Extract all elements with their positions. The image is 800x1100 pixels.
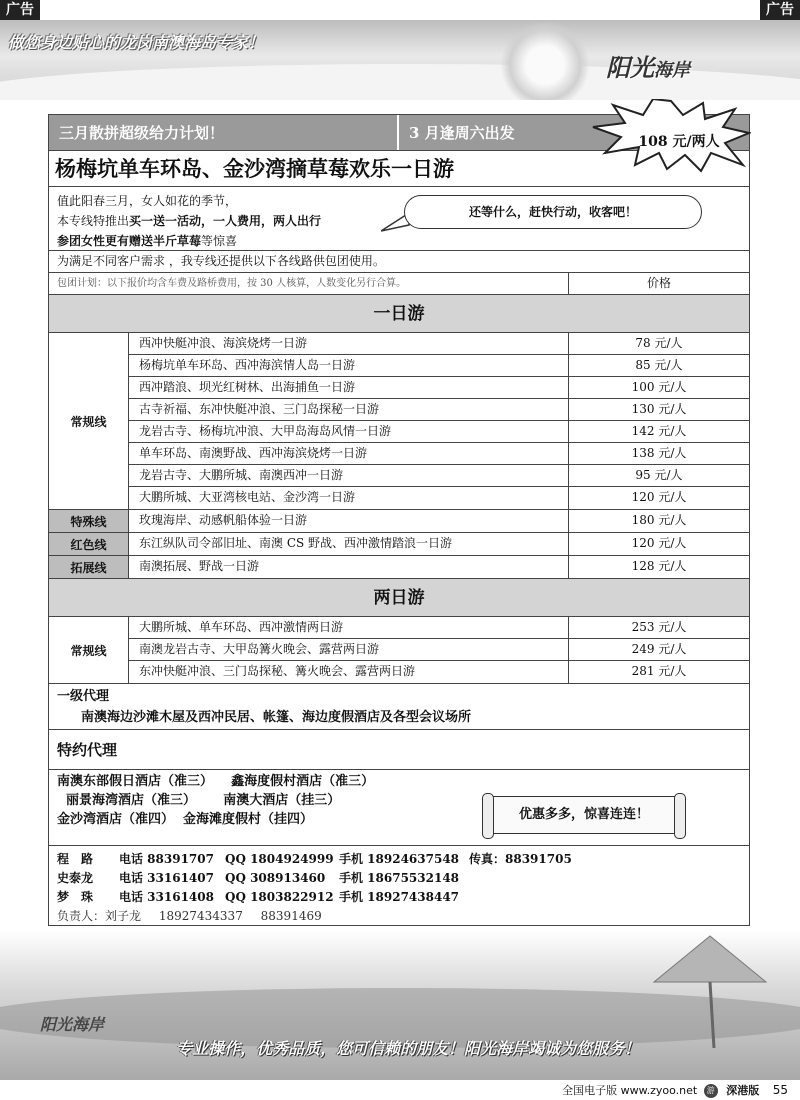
route-name: 大鹏所城、单车环岛、西冲激情两日游: [129, 617, 569, 638]
intro-line-3-bold: 参团女性更有赠送半斤草莓: [57, 234, 202, 248]
beach-umbrella-icon: [650, 930, 770, 1050]
route-name: 西冲踏浪、坝光红树林、出海捕鱼一日游: [129, 377, 569, 398]
route-name: 南澳龙岩古寺、大甲岛篝火晚会、露营两日游: [129, 639, 569, 660]
route-row: [129, 639, 749, 661]
table-header-price: 价格: [646, 276, 671, 290]
contact-name: 梦 珠: [57, 890, 94, 904]
intro: [49, 187, 749, 251]
page-number: 55: [772, 1083, 788, 1097]
route-group: [49, 333, 749, 510]
route-price: 85 元/人: [635, 358, 683, 372]
route-category: 常规线: [49, 333, 129, 509]
route-row: [129, 487, 749, 509]
primary-agent: [49, 684, 749, 730]
route-price: 138 元/人: [631, 446, 687, 460]
route-row: [129, 465, 749, 487]
sun-graphic: [500, 20, 590, 100]
contact-mobile: 手机 18924637548: [339, 852, 460, 866]
contact-fax: 传真：88391705: [469, 852, 572, 866]
primary-agent-title: 一级代理: [57, 689, 110, 704]
route-price: 120 元/人: [631, 490, 687, 504]
route-row: [129, 399, 749, 421]
contact-row: [57, 888, 741, 907]
route-price: 130 元/人: [631, 402, 687, 416]
route-name: 龙岩古寺、杨梅坑冲浪、大甲岛海岛风情一日游: [129, 421, 569, 442]
travel-badge-icon: 游: [704, 1084, 718, 1098]
contact-tel: 电话 33161407: [119, 871, 214, 885]
route-price: 253 元/人: [631, 620, 687, 634]
contact-row: [57, 869, 741, 888]
hotel-line: 南澳东部假日酒店（准三） 鑫海度假村酒店（准三）: [57, 774, 375, 789]
contact-qq: QQ 308913460: [225, 871, 326, 885]
contact-name: 程 路: [57, 852, 94, 866]
contact-mobile: 手机 18927438447: [339, 890, 460, 904]
edition-text: 全国电子版 www.zyoo.net: [562, 1084, 698, 1097]
contact-row: [57, 850, 741, 869]
route-name: 大鹏所城、大亚湾核电站、金沙湾一日游: [129, 487, 569, 509]
contact-qq: QQ 1804924999: [225, 852, 334, 866]
footer-slogan: 专业操作，优秀品质，您可信赖的朋友！阳光海岸竭诚为您服务！: [176, 1039, 641, 1058]
route-name: 单车环岛、南澳野战、西冲海滨烧烤一日游: [129, 443, 569, 464]
route-row: [129, 333, 749, 355]
route-group: [49, 510, 749, 533]
footer-logo: 阳光海岸: [40, 1015, 105, 1034]
intro-line-2-prefix: 本专线特推出: [57, 214, 130, 228]
route-name: 东江纵队司令部旧址、南澳 CS 野战、西冲激情踏浪一日游: [129, 533, 569, 555]
route-row: [129, 510, 749, 532]
route-row: [129, 355, 749, 377]
intro-line-3-suffix: 等惊喜: [201, 234, 238, 248]
route-name: 玫瑰海岸、动感帆船体验一日游: [129, 510, 569, 532]
route-price: 281 元/人: [631, 664, 687, 678]
section-one-day: 一日游: [49, 295, 749, 333]
promo-price: 108 元/两人: [638, 134, 720, 150]
promo-plan: 三月散拼超级给力计划！: [49, 115, 399, 150]
page-footer: [0, 1080, 800, 1100]
route-name: 杨梅坑单车环岛、西冲海滨情人岛一日游: [129, 355, 569, 376]
intro-line-3: [57, 231, 741, 251]
manager-phone: 88391469: [260, 909, 322, 923]
route-row: [129, 421, 749, 443]
route-price: 128 元/人: [631, 559, 687, 573]
speech-bubble: 还等什么，赶快行动，收客吧！: [404, 195, 702, 229]
brand-name: 阳光: [606, 54, 654, 82]
route-category: 红色线: [49, 533, 129, 555]
ad-tag-left: 广告: [0, 0, 40, 20]
route-group: [49, 617, 749, 684]
footer-banner: [0, 930, 800, 1080]
route-category: 常规线: [49, 617, 129, 683]
brand-suffix: 海岸: [654, 60, 690, 81]
intro-line-2-bold: 买一送一活动，一人费用，两人出行: [129, 214, 322, 228]
table-header: [49, 273, 749, 295]
route-row: [129, 617, 749, 639]
route-row: [129, 377, 749, 399]
contact-name: 史泰龙: [57, 871, 94, 885]
route-group: [49, 533, 749, 556]
manager-label: 负责人：刘子龙: [57, 909, 142, 923]
promo-departure: 3 月逢周六出发: [409, 124, 515, 142]
table-header-desc: 包团计划：以下报价均含车费及路桥费用，按 30 人核算，人数变化另行合算。: [49, 273, 569, 294]
hotel-line: 丽景海湾酒店（准三） 南澳大酒店（挂三）: [57, 793, 341, 808]
contact-tel: 电话 33161408: [119, 890, 214, 904]
group-note: 为满足不同客户需求 ，我专线还提供以下各线路供包团使用。: [49, 251, 749, 273]
contact-tel: 电话 88391707: [119, 852, 214, 866]
route-name: 南澳拓展、野战一日游: [129, 556, 569, 578]
region-text: 深港版: [726, 1084, 760, 1097]
route-price: 95 元/人: [635, 468, 683, 482]
route-category: 拓展线: [49, 556, 129, 578]
section-two-day: 两日游: [49, 579, 749, 617]
route-row: [129, 443, 749, 465]
route-row: [129, 661, 749, 683]
tour-flyer: [48, 114, 750, 926]
brand-logo: [606, 48, 690, 83]
primary-agent-list: 南澳海边沙滩木屋及西冲民居、帐篷、海边度假酒店及各型会议场所: [81, 710, 472, 725]
contact-mobile: 手机 18675532148: [339, 871, 460, 885]
route-row: [129, 533, 749, 555]
route-price: 120 元/人: [631, 536, 687, 550]
route-name: 古寺祈福、东冲快艇冲浪、三门岛探秘一日游: [129, 399, 569, 420]
route-name: 龙岩古寺、大鹏所城、南澳西冲一日游: [129, 465, 569, 486]
route-name: 西冲快艇冲浪、海滨烧烤一日游: [129, 333, 569, 354]
header-banner: [0, 20, 800, 100]
promo-scroll: 优惠多多，惊喜连连！: [489, 796, 679, 834]
hotel-line: 金沙湾酒店（准四） 金海滩度假村（挂四）: [57, 812, 314, 827]
page-title: 杨梅坑单车环岛、金沙湾摘草莓欢乐一日游: [49, 151, 749, 187]
intro-line-1: 值此阳春三月，女人如花的季节，: [57, 194, 238, 208]
route-category: 特殊线: [49, 510, 129, 532]
route-row: [129, 556, 749, 578]
contact-qq: QQ 1803822912: [225, 890, 334, 904]
route-price: 249 元/人: [631, 642, 687, 656]
route-price: 100 元/人: [631, 380, 687, 394]
route-name: 东冲快艇冲浪、三门岛探秘、篝火晚会、露营两日游: [129, 661, 569, 683]
route-group: [49, 556, 749, 579]
header-slogan: 做您身边贴心的龙岗南澳海岛专家！: [8, 33, 265, 52]
route-price: 78 元/人: [635, 336, 683, 350]
special-agent: [49, 770, 749, 846]
special-agent-title: 特约代理: [49, 730, 749, 770]
manager-row: [57, 907, 741, 926]
manager-mobile: 18927434337: [158, 909, 243, 923]
route-price: 180 元/人: [631, 513, 687, 527]
route-price: 142 元/人: [631, 424, 687, 438]
ad-tag-right: 广告: [760, 0, 800, 20]
contact-list: [49, 846, 749, 930]
